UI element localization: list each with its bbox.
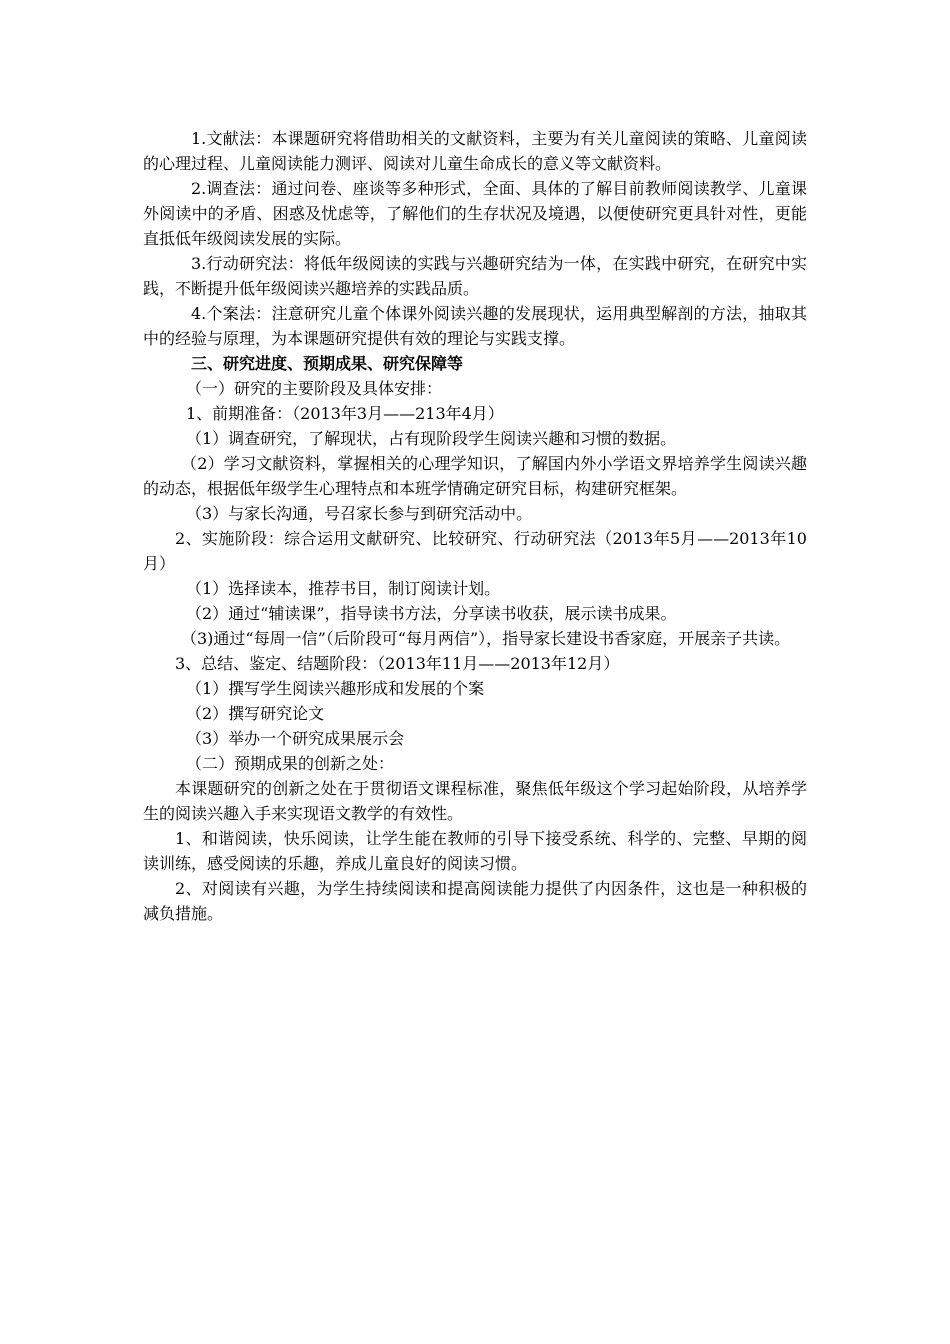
stage-1-title: 1、前期准备：（2013年3月——213年4月） — [186, 404, 504, 423]
stage-2-item: （1）选择读本，推荐书目，制订阅读计划。 — [186, 579, 501, 598]
subsection-heading-stages: （一）研究的主要阶段及具体安排： — [186, 379, 443, 398]
stage-1-item: （3）与家长沟通，号召家长参与到研究活动中。 — [186, 504, 533, 523]
stage-2-item: （3)通过“每周一信”（后阶段可“每月两信”），指导家长建设书香家庭，开展亲子共读。 — [181, 629, 791, 648]
stage-3-title: 3、总结、鉴定、结题阶段：（2013年11月——2013年12月） — [175, 654, 620, 673]
method-case-study: 4.个案法：注意研究儿童个体课外阅读兴趣的发展现状，运用典型解剖的方法，抽取其中的经验与原理，为本课题研究提供有效的理论与实践支撑。 — [143, 304, 807, 348]
method-survey: 2.调查法：通过问卷、座谈等多种形式，全面、具体的了解目前教师阅读教学、儿童课外阅读中的矛盾、困惑及忧虑等，了解他们的生存状况及境遇，以便使研究更具针对性，更能直抵低年级阅读发展的实际。 — [143, 179, 807, 248]
stage-1-item: （1）调查研究，了解现状，占有现阶段学生阅读兴趣和习惯的数据。 — [186, 429, 677, 448]
method-literature: 1.文献法：本课题研究将借助相关的文献资料，主要为有关儿童阅读的策略、儿童阅读的心理过程、儿童阅读能力测评、阅读对儿童生命成长的意义等文献资料。 — [143, 129, 807, 173]
stage-3-item: （3）举办一个研究成果展示会 — [186, 729, 405, 748]
stage-3-item: （1）撰写学生阅读兴趣形成和发展的个案 — [186, 679, 485, 698]
section-heading: 三、研究进度、预期成果、研究保障等 — [191, 354, 464, 373]
stage-2-item: （2）通过“辅读课”，指导读书方法，分享读书收获，展示读书成果。 — [186, 604, 677, 623]
subsection-heading-innovation: （二）预期成果的创新之处： — [186, 754, 395, 773]
innovation-intro: 本课题研究的创新之处在于贯彻语文课程标准，聚焦低年级这个学习起始阶段，从培养学生的阅读兴趣入手来实现语文教学的有效性。 — [143, 779, 807, 823]
innovation-point: 1、和谐阅读，快乐阅读，让学生能在教师的引导下接受系统、科学的、完整、早期的阅读训练，感受阅读的乐趣，养成儿童良好的阅读习惯。 — [143, 829, 807, 873]
document-body — [143, 126, 807, 926]
stage-1-item: （2）学习文献资料，掌握相关的心理学知识，了解国内外小学语文界培养学生阅读兴趣的动态，根据低年级学生心理特点和本班学情确定研究目标，构建研究框架。 — [143, 454, 807, 498]
stage-2-title: 2、实施阶段：综合运用文献研究、比较研究、行动研究法（2013年5月——2013年10月） — [143, 529, 807, 573]
stage-3-item: （2）撰写研究论文 — [186, 704, 325, 723]
method-action-research: 3.行动研究法：将低年级阅读的实践与兴趣研究结为一体，在实践中研究，在研究中实践，不断提升低年级阅读兴趣培养的实践品质。 — [143, 254, 807, 298]
innovation-point: 2、对阅读有兴趣，为学生持续阅读和提高阅读能力提供了内因条件，这也是一种积极的减负措施。 — [143, 879, 807, 923]
